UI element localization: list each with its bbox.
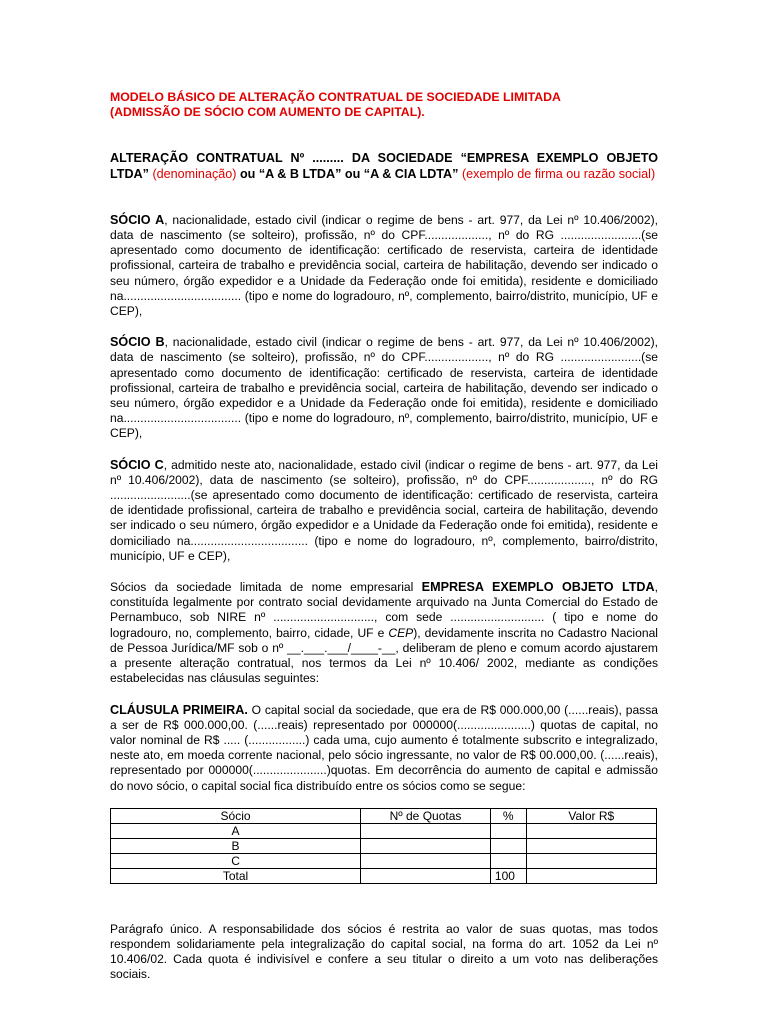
table-cell bbox=[526, 868, 656, 883]
table-row bbox=[111, 838, 657, 853]
table-cell bbox=[526, 838, 656, 853]
table-cell bbox=[526, 823, 656, 838]
clause-one-label: CLÁUSULA PRIMEIRA. bbox=[110, 702, 248, 717]
table-header-cell: Nº de Quotas bbox=[361, 808, 491, 823]
heading-part-1: ALTERAÇÃO CONTRATUAL Nº ......... DA SOCIEDADE “EMPRESA EXEMPLO OBJETO LTDA” bbox=[110, 151, 658, 181]
heading-note-1: (denominação) bbox=[152, 166, 237, 181]
table-cell: A bbox=[111, 823, 361, 838]
partner-c-label: SÓCIO C bbox=[110, 457, 164, 472]
table-cell bbox=[361, 823, 491, 838]
amendment-heading bbox=[110, 151, 658, 181]
table-cell bbox=[361, 838, 491, 853]
heading-part-2: ou “A & B LTDA” ou “A & CIA LDTA” bbox=[239, 166, 459, 181]
partner-b-text: , nacionalidade, estado civil (indicar o regime de bens - art. 977, da Lei nº 10.406/2002), data de nascimento (se solteiro), profissão, nº do CPF..................., nº do RG ........................(se apresentado como documento de identificação: certificado de reservista, carteira de identidade profissional, carteira de trabalho e previdência social, carteira de habilitação, devendo ser indicado o seu número, órgão expedidor e a Unidade da Federação onde foi emitida), residente e domiciliado na................................... (tipo e nome do logradouro, nº, complemento, bairro/distrito, município, UF e CEP), bbox=[110, 335, 658, 441]
table-cell: 100 bbox=[490, 868, 526, 883]
heading-note-2: (exemplo de firma ou razão social) bbox=[461, 166, 656, 181]
document-title bbox=[110, 90, 658, 120]
intro-part-2: , constituída legalmente por contrato social devidamente arquivado na Junta Comercial do Estado de Pernambuco, sob NIRE nº .............................., com sede ............................ ( tipo e nome do logradouro, no, complemento, bairro, cidade, UF e bbox=[110, 580, 658, 640]
title-line-1: MODELO BÁSICO DE ALTERAÇÃO CONTRATUAL DE SOCIEDADE LIMITADA bbox=[110, 90, 561, 104]
partner-c-text: , admitido neste ato, nacionalidade, estado civil (indicar o regime de bens - art. 977, da Lei nº 10.406/2002), data de nascimento (se solteiro), profissão, nº do CPF..................., nº do RG ........................(se apresentado como documento de identificação: certificado de reservista, carteira de identidade profissional, carteira de trabalho e previdência social, carteira de habilitação, devendo ser indicado o seu número, órgão expedidor e a Unidade da Federação onde foi emitida), residente e domiciliado na................................... (tipo e nome do logradouro, nº, complemento, bairro/distrito, município, UF e CEP), bbox=[110, 457, 658, 563]
table-row bbox=[111, 853, 657, 868]
partner-c-paragraph bbox=[110, 458, 658, 564]
intro-paragraph bbox=[110, 580, 658, 686]
table-cell: B bbox=[111, 838, 361, 853]
table-header-cell: % bbox=[490, 808, 526, 823]
table-cell: Total bbox=[111, 868, 361, 883]
intro-part-3: ), devidamente inscrita no Cadastro Nacional de Pessoa Jurídica/MF sob o nº __.___.___/____-__, deliberam de pleno e comum acordo ajustarem a presente alteração contratual, nos termos da Lei nº 10.406/ 2002, mediante as condições estabelecidas nas cláusulas seguintes: bbox=[110, 625, 658, 686]
partner-b-paragraph bbox=[110, 335, 658, 441]
table-cell bbox=[361, 868, 491, 883]
title-line-2: (ADMISSÃO DE SÓCIO COM AUMENTO DE CAPITAL). bbox=[110, 105, 425, 120]
intro-cep: CEP bbox=[388, 625, 414, 640]
table-cell: C bbox=[111, 853, 361, 868]
sole-paragraph: Parágrafo único. A responsabilidade dos sócios é restrita ao valor de suas quotas, mas todos respondem solidariamente pela integralização do capital social, na forma do art. 1052 da Lei nº 10.406/02. Cada quota é indivisível e confere a seu titular o direito a um voto nas deliberações sociais. bbox=[110, 921, 658, 982]
company-name: EMPRESA EXEMPLO OBJETO LTDA bbox=[421, 580, 655, 595]
clause-one-text: O capital social da sociedade, que era de R$ 000.000,00 (......reais), passa a ser de R$ 000.000,00. (......reais) representado por 000000(......................) quotas de capital, no valor nominal de R$ ..... (.................) cada uma, cujo aumento é totalmente subscrito e integralizado, neste ato, em moeda corrente nacional, pelo sócio ingressante, no valor de R$ 00.000,00. (......reais), representado por 000000(......................)quotas. Em decorrência do aumento de capital e admissão do novo sócio, o capital social fica distribuído entre os sócios como se segue: bbox=[110, 702, 658, 793]
table-header-cell: Sócio bbox=[111, 808, 361, 823]
intro-part-1: Sócios da sociedade limitada de nome empresarial bbox=[110, 580, 422, 595]
table-header-cell: Valor R$ bbox=[526, 808, 656, 823]
table-cell bbox=[490, 853, 526, 868]
quota-distribution-table bbox=[110, 808, 657, 884]
table-cell bbox=[526, 853, 656, 868]
partner-b-label: SÓCIO B bbox=[110, 335, 165, 350]
partner-a-paragraph bbox=[110, 213, 658, 319]
table-total-row bbox=[111, 868, 657, 883]
table-cell bbox=[490, 823, 526, 838]
table-cell bbox=[361, 853, 491, 868]
partner-a-label: SÓCIO A bbox=[110, 212, 165, 227]
table-row bbox=[111, 823, 657, 838]
table-cell bbox=[490, 838, 526, 853]
partner-a-text: , nacionalidade, estado civil (indicar o regime de bens - art. 977, da Lei nº 10.406/2002), data de nascimento (se solteiro), profissão, nº do CPF..................., nº do RG ........................(se apresentado como documento de identificação: certificado de reservista, carteira de identidade profissional, carteira de trabalho e previdência social, carteira de habilitação, devendo ser indicado o seu número, órgão expedidor e a Unidade da Federação onde foi emitida), residente e domiciliado na................................... (tipo e nome do logradouro, nº, complemento, bairro/distrito, município, UF e CEP), bbox=[110, 212, 658, 319]
table-header-row bbox=[111, 808, 657, 823]
clause-one-paragraph bbox=[110, 703, 658, 794]
